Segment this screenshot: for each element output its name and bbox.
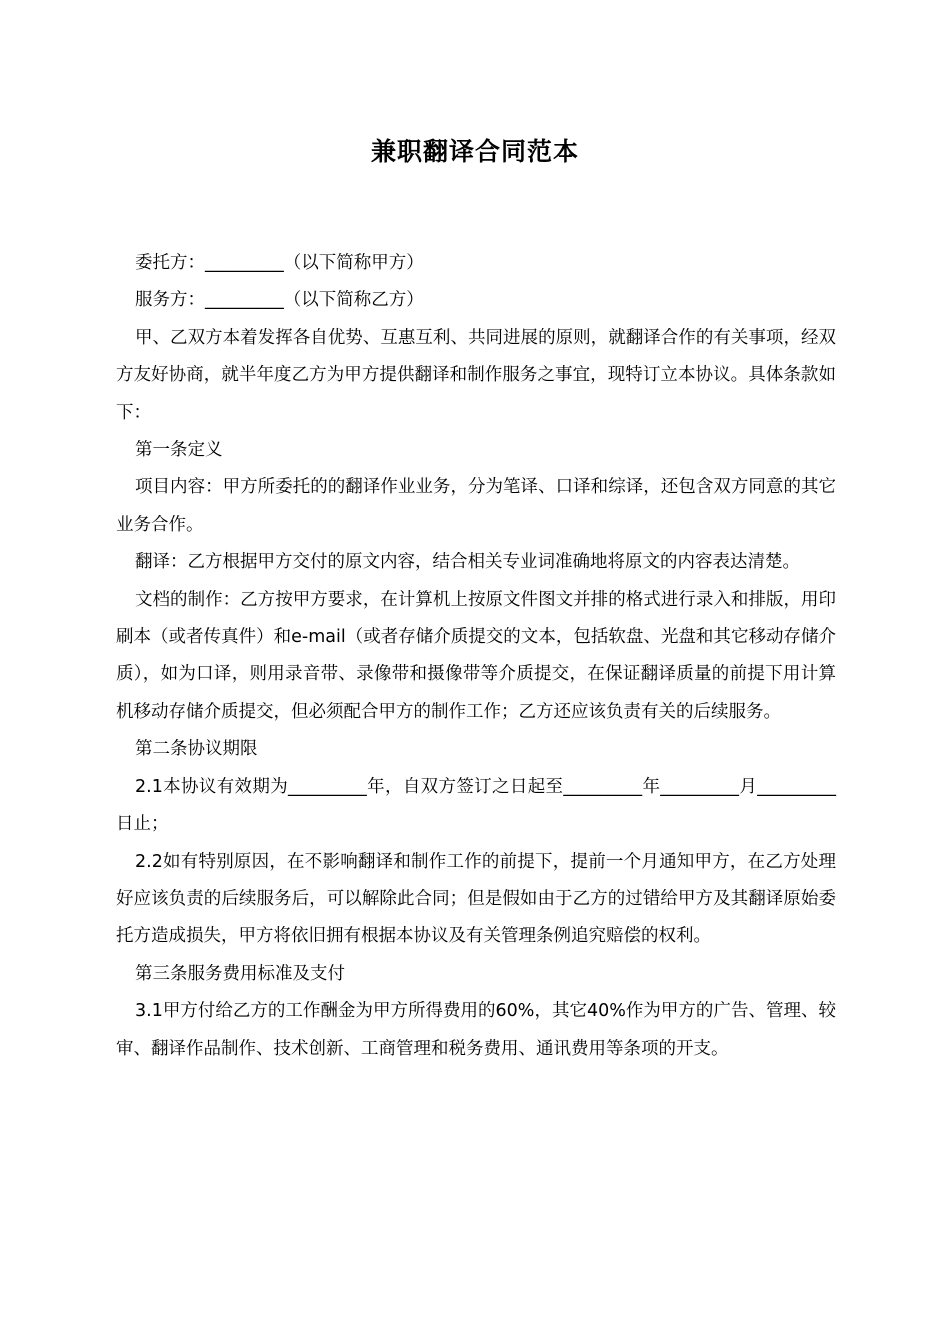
- party-b-line: 服务方：_________（以下简称乙方）: [135, 290, 424, 311]
- clause-2-2: 2.2如有特别原因，在不影响翻译和制作工作的前提下，提前一个月通知甲方，在乙方处理好应该负责的后续服务后，可以解除此合同；但是假如由于乙方的过错给甲方及其翻译原始委托方造成损失，甲方将依旧拥有根据本协议及有关管理条例追究赔偿的权利。: [116, 851, 836, 947]
- clause-3-1: 3.1甲方付给乙方的工作酬金为甲方所得费用的60%，其它40%作为甲方的广告、管理、较审、翻译作品制作、技术创新、工商管理和税务费用、通讯费用等条项的开支。: [116, 1001, 836, 1059]
- article-3-heading: 第三条服务费用标准及支付: [135, 963, 345, 984]
- definition-project-content: 项目内容：甲方所委托的的翻译作业业务，分为笔译、口译和综译，还包含双方同意的其它业务合作。: [116, 477, 836, 535]
- preamble-paragraph: 甲、乙双方本着发挥各自优势、互惠互利、共同进展的原则，就翻译合作的有关事项，经双方友好协商，就半年度乙方为甲方提供翻译和制作服务之事宜，现特订立本协议。具体条款如下：: [116, 327, 836, 423]
- definition-translation: 翻译：乙方根据甲方交付的原文内容，结合相关专业词准确地将原文的内容表达清楚。: [135, 552, 800, 573]
- definition-document-production: 文档的制作：乙方按甲方要求，在计算机上按原文件图文并排的格式进行录入和排版，用印刷本（或者传真件）和e-mail（或者存储介质提交的文本，包括软盘、光盘和其它移动存储介质），如为口译，则用录音带、录像带和摄像带等介质提交，在保证翻译质量的前提下用计算机移动存储介质提交，但必须配合甲方的制作工作；乙方还应该负责有关的后续服务。: [116, 589, 836, 722]
- party-a-line: 委托方：_________（以下简称甲方）: [135, 253, 424, 273]
- clause-2-1: 2.1本协议有效期为_________年，自双方签订之日起至_________年_________月_________日止；: [116, 776, 836, 835]
- article-1-heading: 第一条定义: [135, 440, 223, 461]
- article-2-heading: 第二条协议期限: [135, 739, 258, 760]
- document-title: 兼职翻译合同范本: [370, 137, 579, 166]
- document-body: [116, 245, 836, 1068]
